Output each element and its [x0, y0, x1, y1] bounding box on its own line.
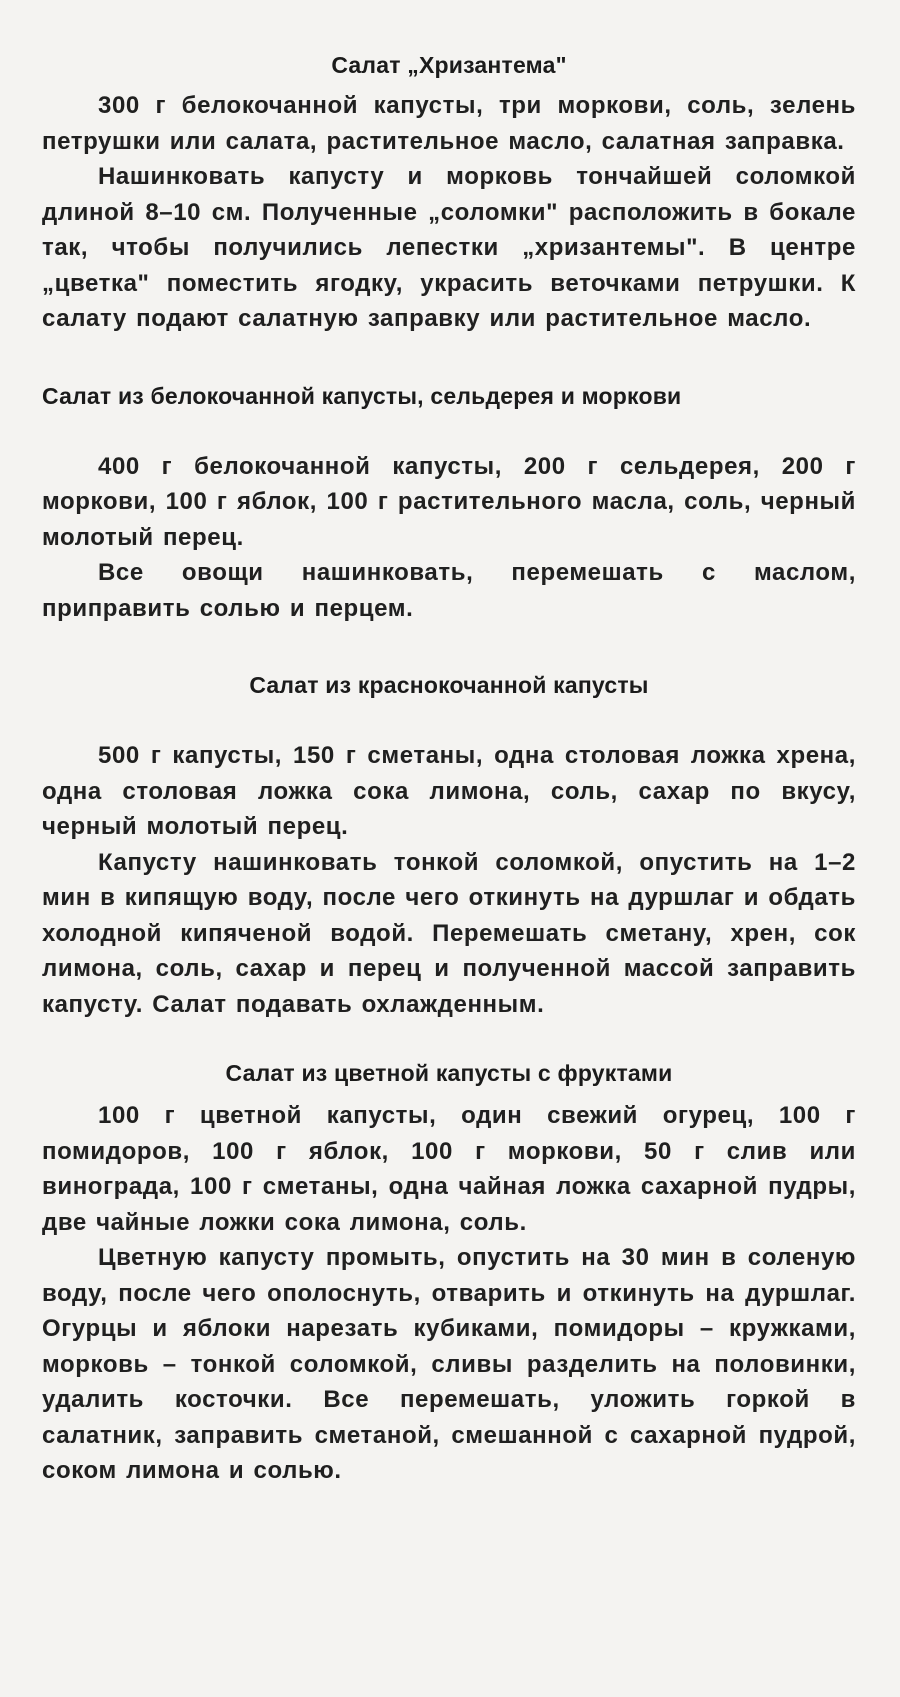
recipe-instructions: Цветную капусту промыть, опустить на 30 мин в соленую воду, после чего ополоснуть, отварить и откинуть на дуршлаг. Огурцы и яблоки нарезать кубиками, помидоры – кружками, морковь – тонкой соломкой, сливы разделить на половинки, удалить косточки. Все перемешать, уложить горкой в салатник, заправить сметаной, смешанной с сахарной пудрой, соком лимона и солью.: [42, 1244, 856, 1484]
recipe-title: Салат из краснокочанной капусты: [249, 672, 649, 698]
recipe-instructions: Нашинковать капусту и морковь тончайшей соломкой длиной 8–10 см. Полученные „соломки" расположить в бокале так, чтобы получились лепестки „хризантемы". В центре „цветка" поместить ягодку, украсить веточками петрушки. К салату подают салатную заправку или растительное масло.: [42, 163, 856, 332]
recipe-ingredients: 500 г капусты, 150 г сметаны, одна столовая ложка хрена, одна столовая ложка сока лимона, соль, сахар по вкусу, черный молотый перец.: [42, 742, 856, 840]
recipe-page: [42, 50, 856, 1489]
recipe-cabbage-celery-carrot-salad: [42, 381, 856, 627]
recipe-red-cabbage-salad: [42, 670, 856, 1022]
recipe-instructions: Капусту нашинковать тонкой соломкой, опустить на 1–2 мин в кипящую воду, после чего откинуть на дуршлаг и обдать холодной кипяченой водой. Перемешать сметану, хрен, сок лимона, соль, сахар и перец и полученной массой заправить капусту. Салат подавать охлажденным.: [42, 848, 856, 1018]
recipe-ingredients: 300 г белокочанной капусты, три моркови, соль, зелень петрушки или салата, растительное масло, салатная заправка.: [42, 92, 856, 155]
recipe-cauliflower-fruit-salad: [42, 1058, 856, 1489]
recipe-title: Салат „Хризантема": [331, 52, 567, 78]
recipe-title: Салат из белокочанной капусты, сельдерея и моркови: [42, 382, 682, 409]
recipe-ingredients: 400 г белокочанной капусты, 200 г сельдерея, 200 г моркови, 100 г яблок, 100 г растительного масла, соль, черный молотый перец.: [42, 452, 856, 551]
recipe-ingredients: 100 г цветной капусты, один свежий огурец, 100 г помидоров, 100 г яблок, 100 г моркови, 50 г слив или винограда, 100 г сметаны, одна чайная ложка сахарной пудры, две чайные ложки сока лимона, соль.: [42, 1102, 856, 1236]
recipe-chrysanthemum-salad: [42, 50, 856, 337]
recipe-title: Салат из цветной капусты с фруктами: [225, 1060, 673, 1086]
recipe-instructions: Все овощи нашинковать, перемешать с маслом, приправить солью и перцем.: [42, 559, 856, 622]
